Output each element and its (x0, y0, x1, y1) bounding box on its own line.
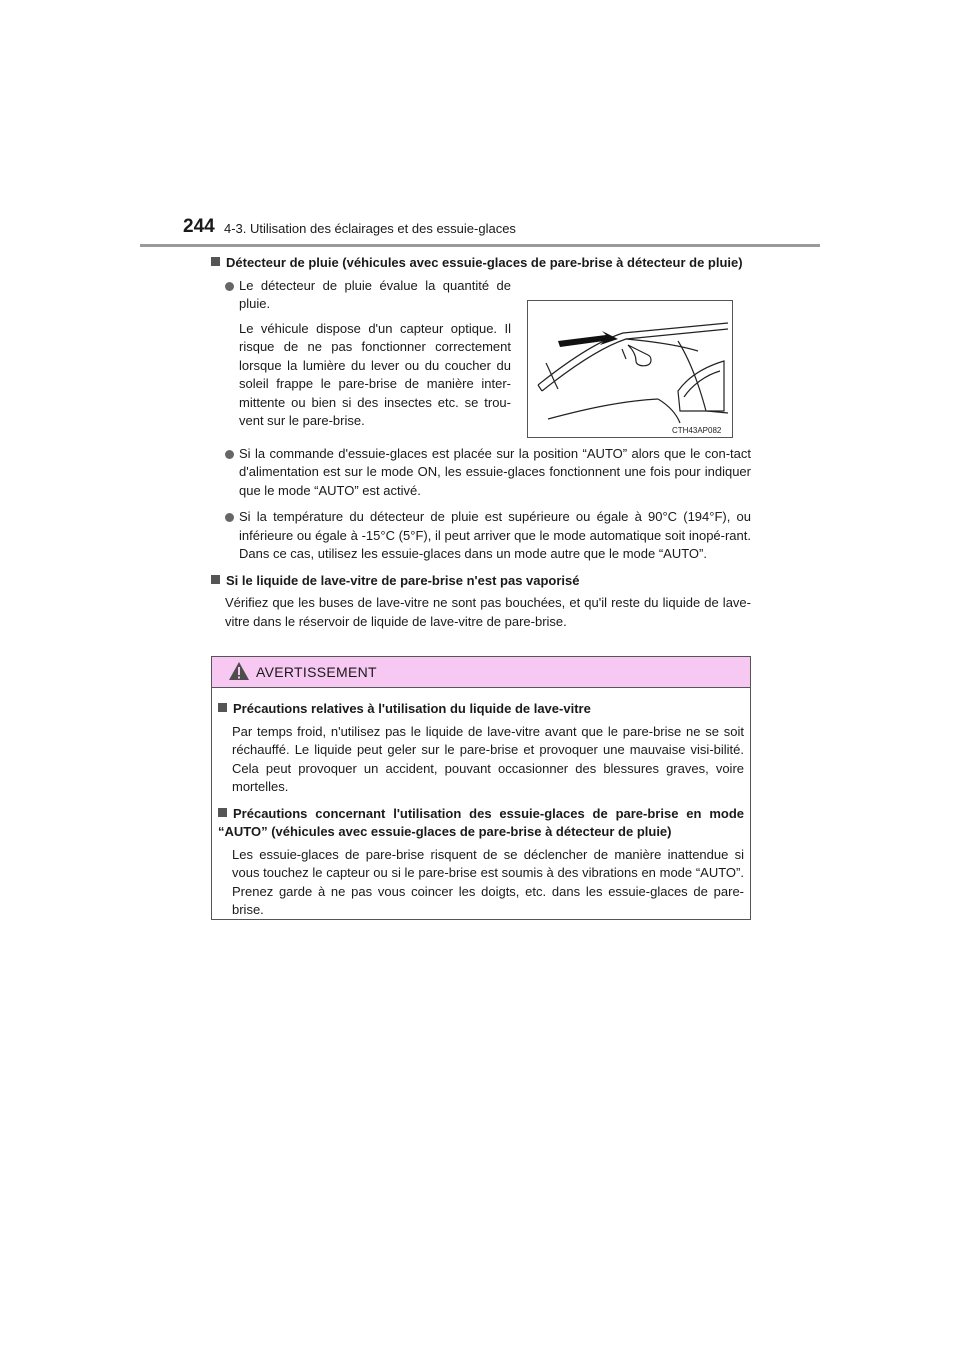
warning-item-2-text: Les essuie-glaces de pare-brise risquent de se déclencher de manière inattendue si vous touchez le capteur ou si le pare-brise est soumis à des vibrations en mode “AUTO”. Prenez garde à ne pas vous coincer les doigts, etc. dans les essuie-glaces de pare-brise. (232, 846, 744, 917)
warning-item-1-heading (218, 700, 744, 719)
rain-sensor-bullet-2 (211, 445, 751, 501)
square-bullet-icon (218, 703, 227, 712)
round-bullet-icon (225, 282, 234, 291)
header-rule (140, 244, 820, 247)
rain-sensor-heading (211, 254, 751, 273)
warning-item-1-text: Par temps froid, n'utilisez pas le liquide de lave-vitre avant que le pare-brise ne se soit réchauffé. Le liquide peut geler sur le pare-brise et provoquer une mauvaise visi-bilité. Cela peut provoquer un accident, pouvant occasionner des blessures graves, voire mortelles. (232, 723, 744, 794)
rain-sensor-bullet-3 (211, 508, 751, 564)
square-bullet-icon (211, 575, 220, 584)
rain-sensor-note: Le véhicule dispose d'un capteur optique. Il risque de ne pas fonctionner correctement lorsque la lumière du lever ou du coucher du soleil frappe le pare-brise de manière inter-mittente ou bien si des insectes etc. se trou-vent sur le pare-brise. (239, 320, 511, 428)
warning-item-1-title: Précautions relatives à l'utilisation du liquide de lave-vitre (233, 701, 591, 716)
washer-title: Si le liquide de lave-vitre de pare-brise n'est pas vaporisé (226, 572, 580, 588)
windshield-illustration-icon (528, 301, 732, 437)
main-content (211, 254, 751, 631)
figure-code: CTH43AP082 (672, 426, 722, 435)
chapter-title: 4-3. Utilisation des éclairages et des essuie-glaces (224, 221, 516, 236)
warning-item-2-heading (218, 805, 744, 842)
rain-sensor-figure-text (211, 277, 511, 431)
square-bullet-icon (211, 257, 220, 266)
round-bullet-icon (225, 450, 234, 459)
washer-text: Vérifiez que les buses de lave-vitre ne sont pas bouchées, et qu'il reste du liquide de lave-vitre dans le réservoir de liquide de lave-vitre de pare-brise. (225, 595, 751, 629)
warning-triangle-icon (228, 661, 250, 681)
bullet-text: Le détecteur de pluie évalue la quantité de pluie. (239, 277, 511, 311)
rain-sensor-title: Détecteur de pluie (véhicules avec essuie-glaces de pare-brise à détecteur de pluie) (226, 255, 743, 270)
warning-item-2-title: Précautions concernant l'utilisation des essuie-glaces de pare-brise en mode “AUTO” (véhicules avec essuie-glaces de pare-brise à détecteur de pluie) (218, 805, 744, 839)
warning-header (212, 657, 750, 688)
warning-title: AVERTISSEMENT (256, 664, 377, 680)
washer-heading (211, 572, 751, 591)
rain-sensor-bullet-1 (211, 277, 511, 314)
square-bullet-icon (218, 808, 227, 817)
bullet-text: Si la température du détecteur de pluie est supérieure ou égale à 90°C (194°F), ou inférieure ou égale à -15°C (5°F), il peut arriver que le mode automatique soit inopé-rant. Dans ce cas, utilisez les essuie-glaces dans un mode autre que le mode “AUTO”. (239, 509, 751, 561)
windshield-sensor-illustration (527, 300, 733, 438)
warning-body (212, 688, 750, 920)
round-bullet-icon (225, 513, 234, 522)
warning-box (211, 656, 751, 920)
page-number: 244 (183, 216, 215, 237)
bullet-text: Si la commande d'essuie-glaces est placée sur la position “AUTO” alors que le con-tact d'alimentation est sur le mode ON, les essuie-glaces fonctionnent une fois pour indiquer que le mode “AUTO” est activé. (239, 445, 751, 498)
